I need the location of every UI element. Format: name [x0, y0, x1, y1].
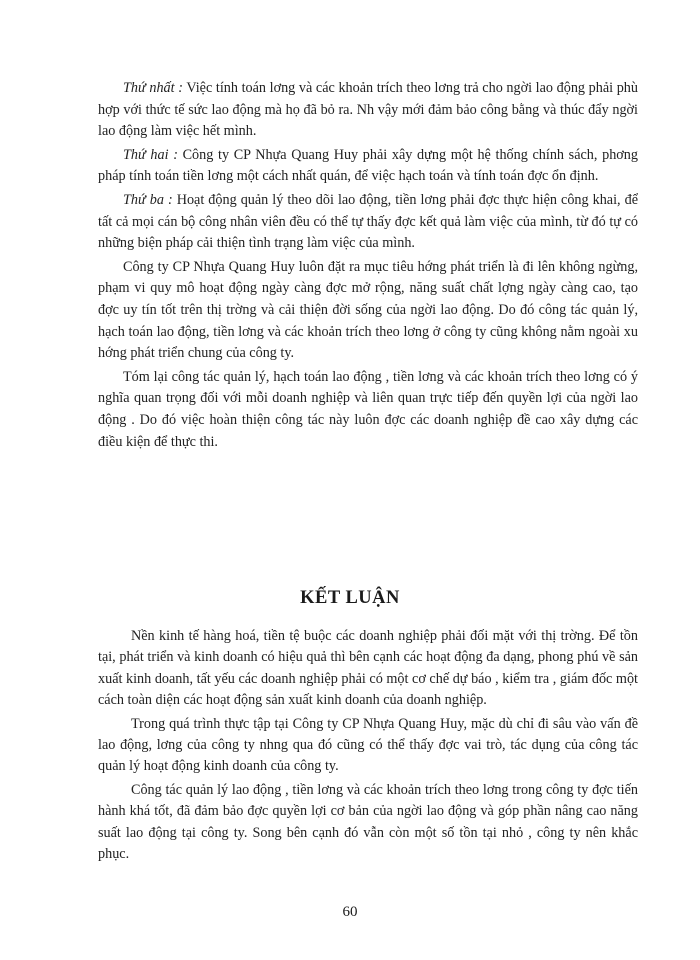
paragraph-second-point [98, 145, 638, 188]
paragraph-label: Thứ nhất : [123, 80, 183, 96]
page-number: 60 [342, 904, 358, 920]
conclusion-section [98, 626, 638, 867]
conclusion-paragraph: Công tác quản lý lao động , tiền lơng và các khoản trích theo lơng trong công ty đợc tiến hành khá tốt, đã đảm bảo đợc quyền lợi cơ bản của ngời lao động và góp phần nâng cao năng suất lao động tại công ty. Song bên cạnh đó vẫn còn một số tồn tại nhỏ , công ty nên khắc phục. [98, 781, 638, 863]
paragraph-third-point [98, 190, 638, 255]
paragraph-summary: Tóm lại công tác quản lý, hạch toán lao động , tiền lơng và các khoản trích theo lơng có ý nghĩa quan trọng đối với mỗi doanh nghiệp và liên quan trực tiếp đến quyền lợi của ngời lao động . Do đó việc hoàn thiện công tác này luôn đợc các doanh nghiệp đề cao xây dựng các điều kiện để thực thi. [98, 368, 638, 450]
body-section [98, 78, 638, 455]
paragraph-first-point [98, 78, 638, 143]
paragraph-text: Công ty CP Nhựa Quang Huy phải xây dựng một hệ thống chính sách, phơng pháp tính toán tiền lơng một cách nhất quán, để việc hạch toán và tính toán đợc ổn định. [98, 146, 638, 185]
conclusion-paragraph: Trong quá trình thực tập tại Công ty CP Nhựa Quang Huy, mặc dù chỉ đi sâu vào vấn đề lao động, lơng của công ty nhng qua đó cũng có thể thấy đợc vai trò, tác dụng của công tác quản lý hoạt động kinh doanh của công ty. [98, 715, 638, 775]
paragraph-text: Hoạt động quản lý theo dõi lao động, tiền lơng phải đợc thực hiện công khai, để tất cả mọi cán bộ công nhân viên đều có thể tự thấy đợc kết quả làm việc của mình, từ đó tự có những biện pháp cải thiện tình trạng làm việc của mình. [98, 191, 639, 252]
conclusion-paragraph: Nền kinh tế hàng hoá, tiền tệ buộc các doanh nghiệp phải đối mặt với thị trờng. Để tồn tại, phát triển và kinh doanh có hiệu quả thì bên cạnh các hoạt động đa dạng, phong phú về sản xuất kinh doanh, tất yếu các doanh nghiệp phải có một cơ chế dự báo , kiểm tra , giám đốc một cách toàn diện các hoạt động sản xuất kinh doanh của doanh nghiệp. [98, 628, 638, 709]
conclusion-heading: KẾT LUẬN [300, 588, 400, 608]
paragraph-label: Thứ hai : [123, 146, 178, 163]
paragraph-text: Việc tính toán lơng và các khoản trích theo lơng trả cho ngời lao động phải phù hợp với thức tế sức lao động mà họ đã bỏ ra. Nh vậy mới đảm bảo công bằng và thúc đẩy ngời lao động làm việc hết mình. [98, 80, 638, 140]
paragraph-label: Thứ ba : [123, 191, 173, 208]
paragraph-company-goal: Công ty CP Nhựa Quang Huy luôn đặt ra mục tiêu hớng phát triển là đi lên không ngừng, phạm vi quy mô hoạt động ngày càng đợc mở rộng, năng suất chất lợng ngày càng cao, tạo đợc uy tín tốt trên thị trờng và cải thiện đời sống của ngời lao động. Do đó công tác quản lý, hạch toán lao động, tiền lơng và các khoản trích theo lơng ở công ty cũng không nằm ngoài xu hớng phát triển chung của công ty. [98, 258, 638, 362]
